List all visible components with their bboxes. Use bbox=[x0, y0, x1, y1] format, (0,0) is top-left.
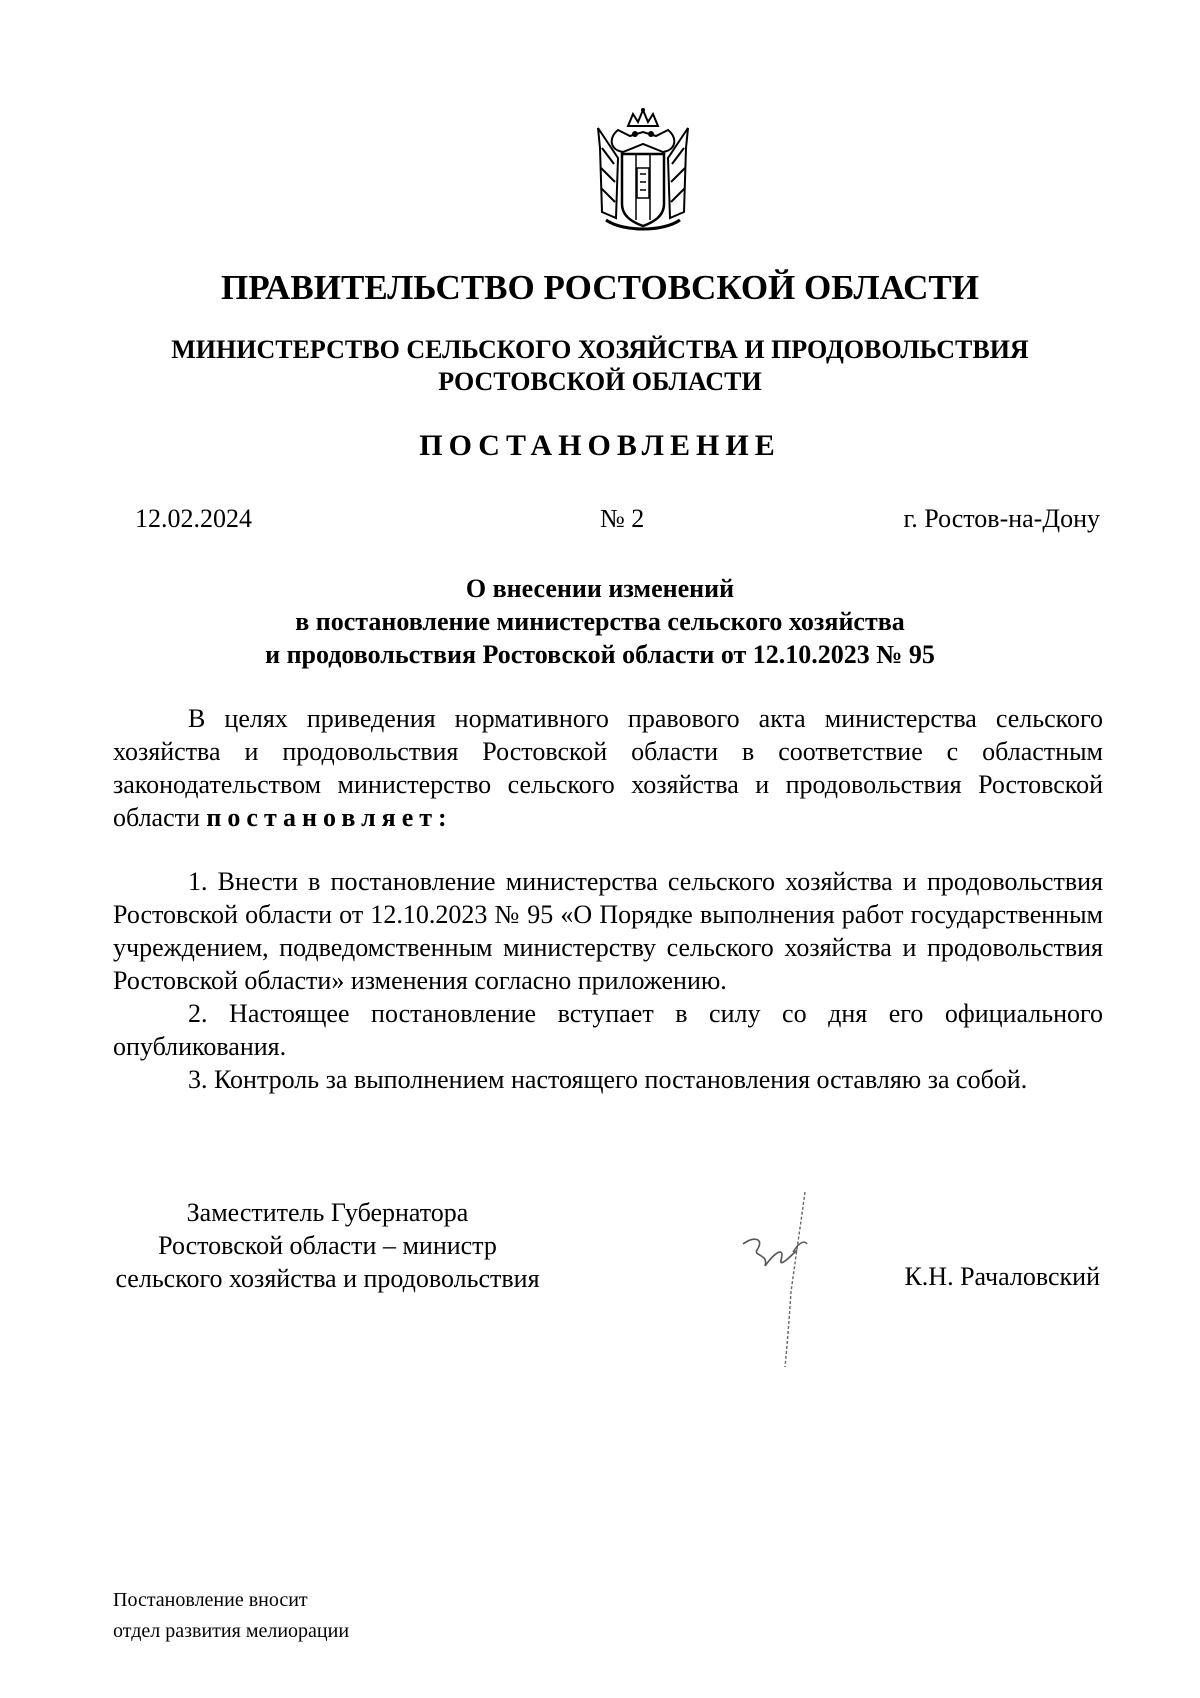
document-date: 12.02.2024 bbox=[135, 504, 252, 533]
intro-paragraph bbox=[113, 702, 1103, 834]
document-type: ПОСТАНОВЛЕНИЕ bbox=[419, 429, 781, 462]
document-number: № 2 bbox=[600, 504, 645, 533]
ministry-title bbox=[0, 334, 1200, 398]
footer-line2: отдел развития мелиорации bbox=[113, 1620, 350, 1642]
resolution-item-1: 1. Внести в постановление министерства сельского хозяйства и продовольствия Ростовской области от 12.10.2023 № 95 «О Порядке выполнения работ государственным учреждением, подведомственным министерству сельского хозяйства и продовольствия Ростовской области» изменения согласно приложению. bbox=[113, 867, 1103, 995]
document-subject bbox=[0, 572, 1200, 671]
handwritten-signature bbox=[735, 1182, 825, 1372]
ministry-title-line2: РОСТОВСКОЙ ОБЛАСТИ bbox=[438, 367, 762, 396]
resolution-item-3: 3. Контроль за выполнением настоящего постановления оставляю за собой. bbox=[188, 1065, 1028, 1094]
signatory-name: К.Н. Рачаловский bbox=[904, 1262, 1100, 1291]
intro-emphasis: постановляет: bbox=[206, 803, 453, 832]
resolution-item-2: 2. Настоящее постановление вступает в силу со дня его официального опубликования. bbox=[113, 999, 1103, 1061]
footer-line1: Постановление вносит bbox=[113, 1589, 308, 1611]
subject-line2: в постановление министерства сельского хозяйства bbox=[295, 607, 905, 636]
signatory-title bbox=[90, 1196, 565, 1295]
ministry-title-line1: МИНИСТЕРСТВО СЕЛЬСКОГО ХОЗЯЙСТВА И ПРОДОВОЛЬСТВИЯ bbox=[171, 335, 1029, 364]
document-city: г. Ростов-на-Дону bbox=[903, 504, 1100, 533]
signatory-title-line3: сельского хозяйства и продовольствия bbox=[115, 1264, 540, 1293]
subject-line3: и продовольствия Ростовской области от 12.10.2023 № 95 bbox=[265, 640, 935, 669]
footer-note bbox=[113, 1585, 349, 1647]
rostov-oblast-coat-of-arms-icon bbox=[588, 108, 698, 236]
signatory-title-line2: Ростовской области – министр bbox=[158, 1231, 497, 1260]
subject-line1: О внесении изменений bbox=[465, 574, 735, 603]
intro-text: В целях приведения нормативного правового акта министерства сельского хозяйства и продовольствия Ростовской области в соответствие с областным законодательством министерство сельского хозяйства и продовольствия Ростовской области bbox=[113, 704, 1103, 832]
government-title: ПРАВИТЕЛЬСТВО РОСТОВСКОЙ ОБЛАСТИ bbox=[221, 268, 979, 307]
signatory-title-line1: Заместитель Губернатора bbox=[186, 1198, 469, 1227]
